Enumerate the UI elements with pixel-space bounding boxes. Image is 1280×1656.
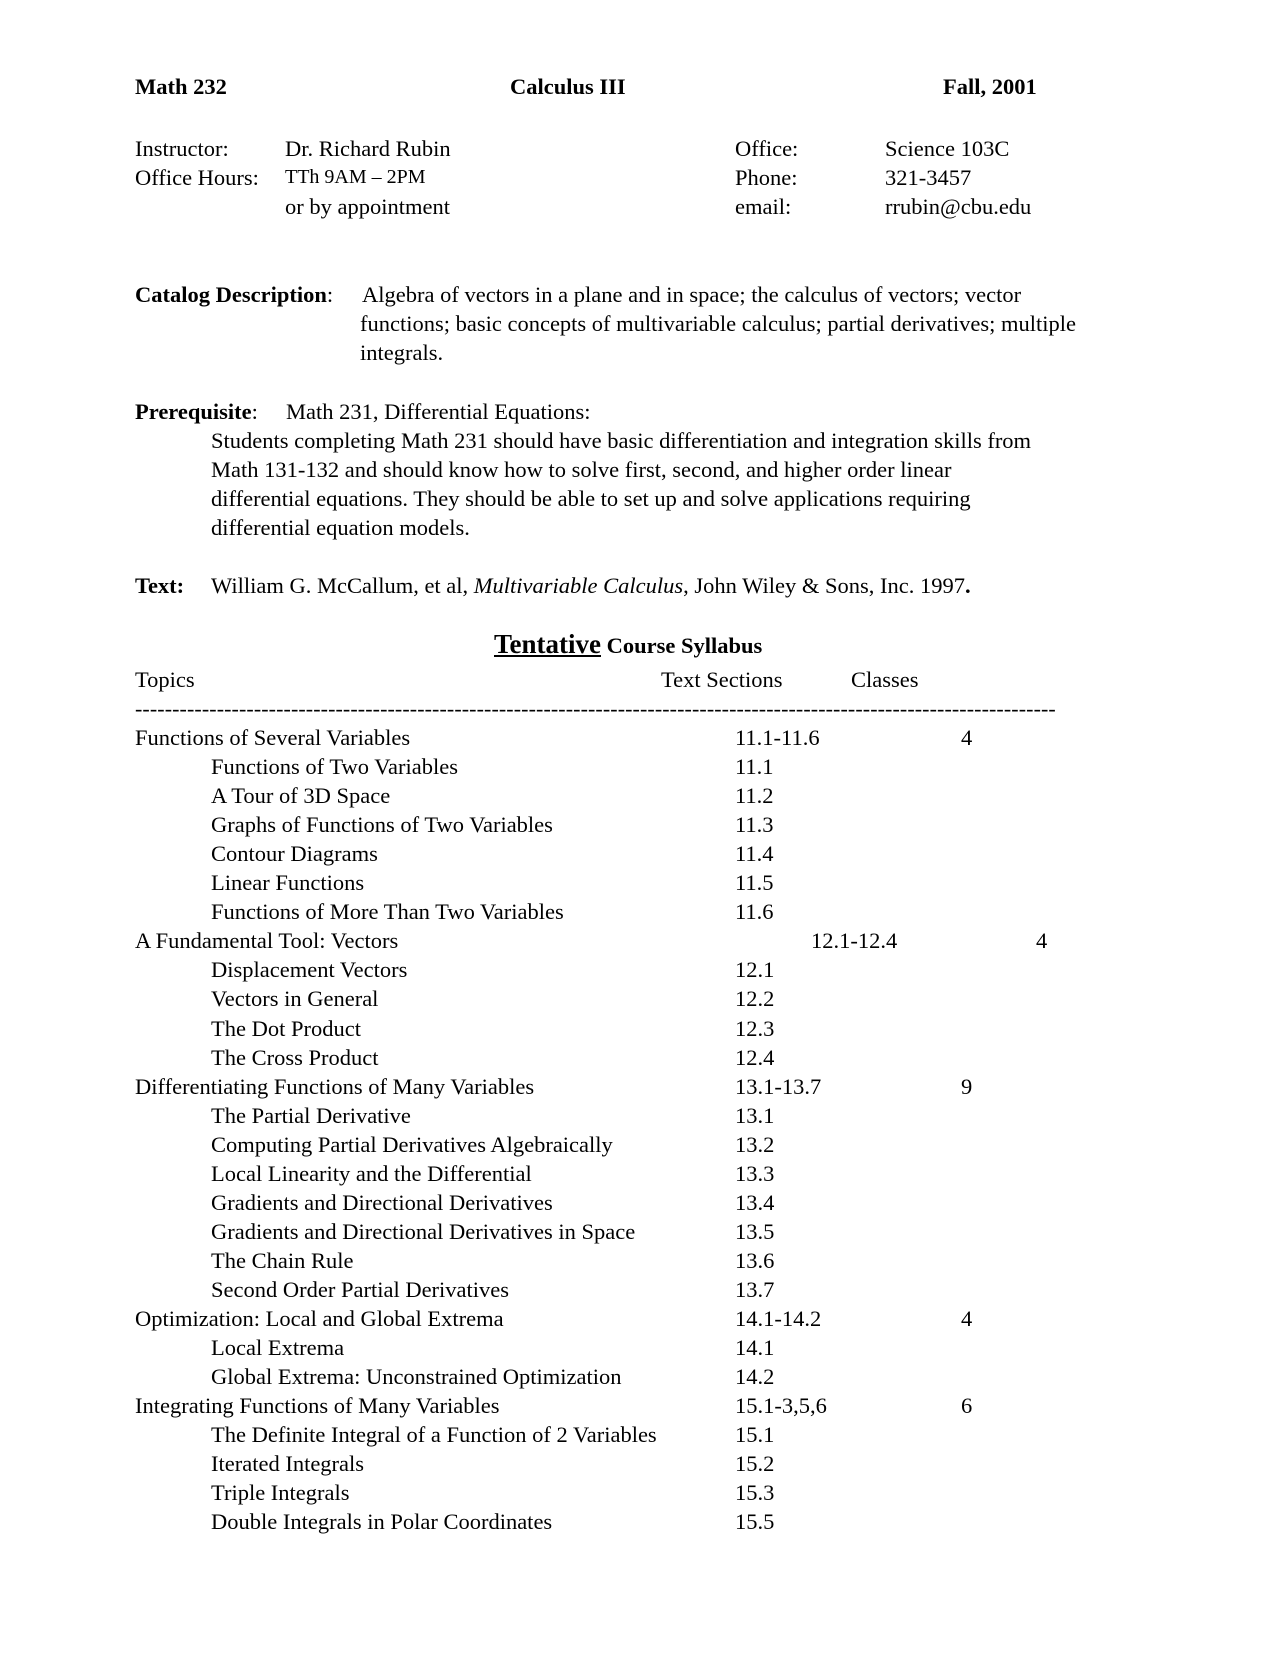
- classes-cell: 4: [961, 725, 973, 750]
- subtopic-cell: The Dot Product: [211, 1015, 361, 1041]
- section-cell: 15.2: [735, 1451, 775, 1477]
- section-cell: 15.3: [735, 1480, 775, 1506]
- text-title: Multivariable Calculus: [473, 573, 684, 598]
- subtopic-cell: The Chain Rule: [211, 1247, 354, 1273]
- subtopic-cell: Local Linearity and the Differential: [211, 1160, 532, 1186]
- catalog-line-2: functions; basic concepts of multivariable calculus; partial derivatives; multiple: [360, 311, 1077, 336]
- syllabus-title-rest: Course Syllabus: [601, 633, 763, 658]
- table-row: [0, 926, 1280, 955]
- subtopic-cell: The Partial Derivative: [211, 1102, 411, 1128]
- topic-cell: Integrating Functions of Many Variables: [135, 1393, 500, 1419]
- prerequisite-line-4: differential equation models.: [211, 515, 470, 540]
- classes-cell: 9: [961, 1073, 973, 1099]
- prerequisite-heading: [135, 397, 258, 426]
- text-publisher: , John Wiley & Sons, Inc. 1997: [683, 573, 965, 598]
- classes-cell: 4: [1036, 928, 1048, 954]
- section-cell: 14.1-14.2: [735, 1306, 822, 1331]
- subtopic-cell: Global Extrema: Unconstrained Optimization: [211, 1364, 622, 1390]
- subtopic-cell: Displacement Vectors: [211, 957, 408, 983]
- email-label: email:: [735, 194, 792, 219]
- subtopic-cell: Contour Diagrams: [211, 841, 378, 867]
- subtopic-cell: Graphs of Functions of Two Variables: [211, 812, 553, 838]
- section-cell: 13.7: [735, 1276, 775, 1302]
- catalog-label: Catalog Description: [135, 282, 327, 307]
- office-hours-alt: or by appointment: [285, 194, 450, 219]
- table-row: [0, 1014, 1280, 1043]
- subtopic-cell: Triple Integrals: [211, 1480, 350, 1506]
- prerequisite-line-3: differential equations. They should be able to set up and solve applications requiring: [211, 486, 971, 511]
- syllabus-title-tentative: Tentative: [494, 629, 601, 659]
- section-cell: 13.2: [735, 1131, 775, 1157]
- section-cell: 12.1: [735, 957, 775, 983]
- subtopic-cell: Functions of More Than Two Variables: [211, 899, 564, 925]
- topic-cell: Differentiating Functions of Many Variables: [135, 1073, 535, 1099]
- table-row: [0, 1449, 1280, 1478]
- prerequisite-colon: :: [251, 399, 258, 424]
- section-cell: 11.1: [735, 754, 774, 780]
- column-classes: Classes: [851, 667, 919, 692]
- topic-cell: Functions of Several Variables: [135, 725, 411, 750]
- subtopic-cell: Vectors in General: [211, 986, 379, 1012]
- email-value[interactable]: rrubin@cbu.edu: [885, 194, 1032, 219]
- section-cell: 14.2: [735, 1364, 775, 1390]
- text-label: Text:: [135, 573, 185, 598]
- section-cell: 15.1: [735, 1422, 775, 1448]
- subtopic-cell: Computing Partial Derivatives Algebraically: [211, 1131, 613, 1157]
- section-cell: 13.3: [735, 1160, 775, 1186]
- section-cell: 13.1: [735, 1102, 775, 1128]
- table-row: [0, 752, 1280, 781]
- section-cell: 14.1: [735, 1335, 775, 1361]
- text-citation: [211, 571, 971, 600]
- office-value: Science 103C: [885, 136, 1010, 161]
- text-period: .: [964, 573, 971, 598]
- table-row: [0, 810, 1280, 839]
- table-row: [0, 1246, 1280, 1275]
- subtopic-cell: Linear Functions: [211, 870, 365, 896]
- subtopic-cell: Double Integrals in Polar Coordinates: [211, 1509, 553, 1535]
- table-row: [0, 955, 1280, 984]
- catalog-line-1: Algebra of vectors in a plane and in space; the calculus of vectors; vector: [362, 282, 1022, 307]
- section-cell: 13.1-13.7: [735, 1073, 822, 1099]
- course-number: Math 232: [135, 74, 227, 99]
- column-topics: Topics: [135, 667, 195, 692]
- section-cell: 11.5: [735, 870, 774, 896]
- catalog-line-3: integrals.: [360, 340, 444, 365]
- prerequisite-line-2: Math 131-132 and should know how to solve first, second, and higher order linear: [211, 457, 952, 482]
- prerequisite-label: Prerequisite: [135, 399, 252, 424]
- course-title: Calculus III: [510, 74, 626, 99]
- table-row: [0, 1188, 1280, 1217]
- table-row: [0, 1507, 1280, 1536]
- table-row: [0, 1043, 1280, 1072]
- column-text-sections: Text Sections: [661, 667, 783, 692]
- table-row: [0, 1159, 1280, 1188]
- table-row: [0, 897, 1280, 926]
- table-row: [0, 1101, 1280, 1130]
- table-row: [0, 781, 1280, 810]
- table-row: [0, 1362, 1280, 1391]
- section-cell: 11.1-11.6: [735, 725, 820, 750]
- subtopic-cell: Gradients and Directional Derivatives: [211, 1189, 553, 1215]
- subtopic-cell: Functions of Two Variables: [211, 754, 458, 780]
- section-cell: 11.6: [735, 899, 774, 925]
- phone-value: 321-3457: [885, 165, 972, 190]
- topic-cell: A Fundamental Tool: Vectors: [135, 928, 399, 954]
- catalog-colon: :: [326, 282, 334, 307]
- section-cell: 13.4: [735, 1189, 775, 1215]
- table-row: [0, 1420, 1280, 1449]
- table-row: [0, 868, 1280, 897]
- table-row: [0, 1333, 1280, 1362]
- instructor-label: Instructor:: [135, 136, 229, 161]
- section-cell: 15.5: [735, 1509, 775, 1535]
- section-cell: 15.1-3,5,6: [735, 1393, 827, 1419]
- course-term: Fall, 2001: [943, 74, 1037, 99]
- section-cell: 11.3: [735, 812, 774, 838]
- text-author: William G. McCallum, et al,: [211, 573, 469, 598]
- prerequisite-line-1: Students completing Math 231 should have basic differentiation and integration skills from: [211, 428, 1032, 453]
- table-row: [0, 1478, 1280, 1507]
- table-row: [0, 839, 1280, 868]
- table-row: [0, 1217, 1280, 1246]
- table-row: [0, 1072, 1280, 1101]
- table-row: [0, 1130, 1280, 1159]
- section-cell: 13.6: [735, 1247, 775, 1273]
- section-cell: 12.4: [735, 1044, 775, 1070]
- section-cell: 12.1-12.4: [811, 928, 898, 954]
- phone-label: Phone:: [735, 165, 798, 190]
- table-row: [0, 1391, 1280, 1420]
- subtopic-cell: The Definite Integral of a Function of 2 Variables: [211, 1422, 657, 1448]
- catalog-description-heading: [135, 280, 333, 309]
- section-cell: 11.2: [735, 783, 774, 809]
- section-cell: 12.2: [735, 986, 775, 1012]
- subtopic-cell: A Tour of 3D Space: [211, 783, 391, 809]
- table-row: [0, 984, 1280, 1013]
- instructor-name: Dr. Richard Rubin: [285, 136, 451, 161]
- divider-line: ----------------------------------------------------------------------------------------------------------------------------: [135, 696, 1056, 721]
- topic-cell: Optimization: Local and Global Extrema: [135, 1306, 504, 1331]
- table-row: [0, 723, 1280, 752]
- classes-cell: 4: [961, 1306, 973, 1331]
- classes-cell: 6: [961, 1393, 973, 1419]
- subtopic-cell: Local Extrema: [211, 1335, 345, 1361]
- office-label: Office:: [735, 136, 799, 161]
- subtopic-cell: The Cross Product: [211, 1044, 379, 1070]
- subtopic-cell: Second Order Partial Derivatives: [211, 1276, 510, 1302]
- table-row: [0, 1304, 1280, 1333]
- section-cell: 11.4: [735, 841, 774, 867]
- section-cell: 13.5: [735, 1218, 775, 1244]
- office-hours-label: Office Hours:: [135, 165, 259, 190]
- table-row: [0, 1275, 1280, 1304]
- subtopic-cell: Iterated Integrals: [211, 1451, 365, 1477]
- subtopic-cell: Gradients and Directional Derivatives in Space: [211, 1218, 636, 1244]
- section-cell: 12.3: [735, 1015, 775, 1041]
- prerequisite-value: Math 231, Differential Equations:: [286, 399, 591, 424]
- syllabus-title: [494, 628, 762, 665]
- office-hours-value: TTh 9AM – 2PM: [285, 166, 426, 188]
